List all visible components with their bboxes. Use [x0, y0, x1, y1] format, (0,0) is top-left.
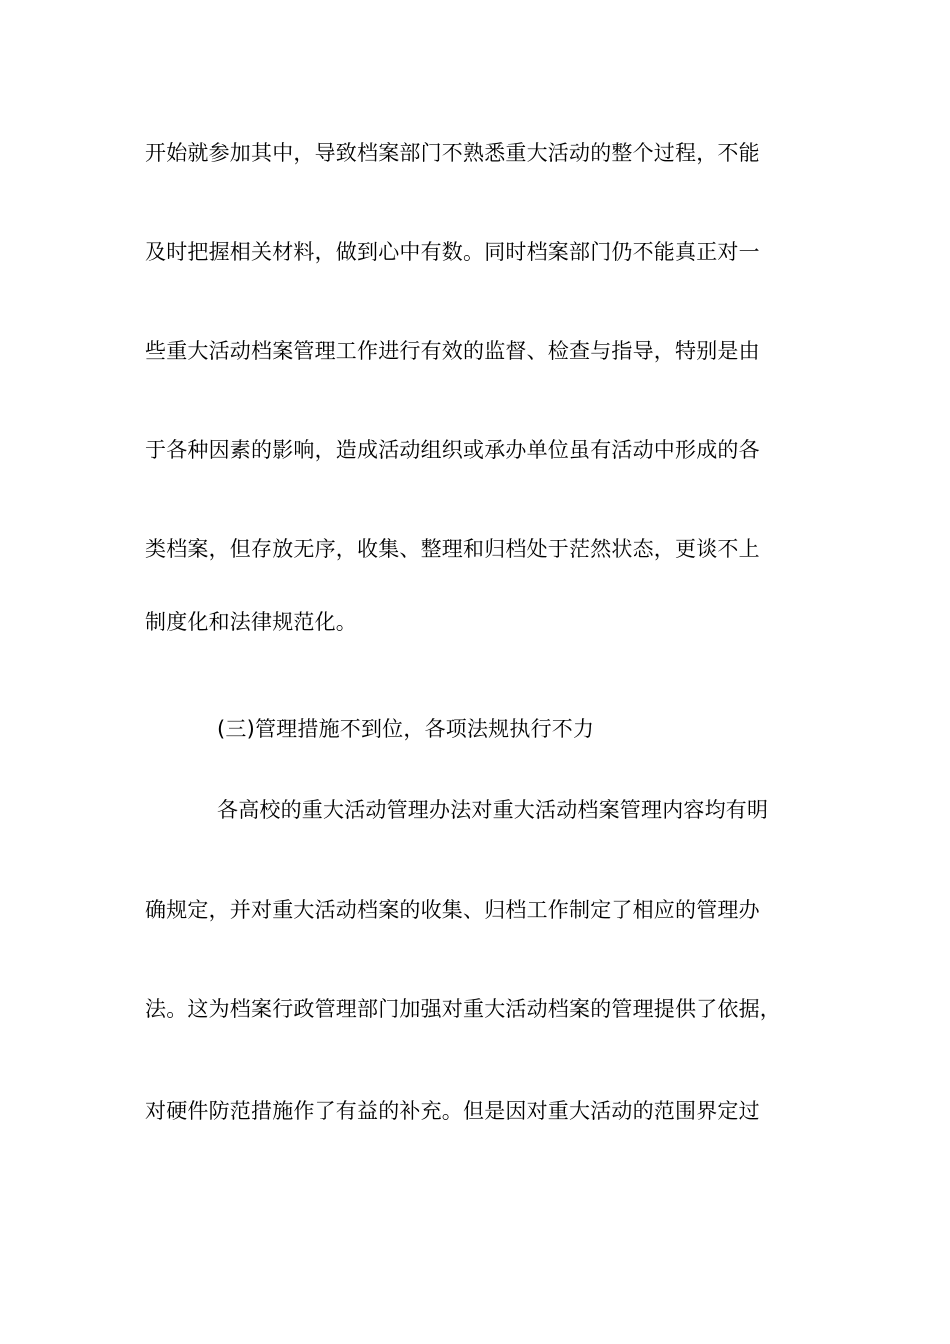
paragraph-line: 制度化和法律规范化。 [145, 610, 357, 634]
paragraph-line: 及时把握相关材料，做到心中有数。同时档案部门仍不能真正对一 [145, 240, 760, 264]
paragraph-line: 些重大活动档案管理工作进行有效的监督、检查与指导，特别是由 [145, 339, 760, 363]
paragraph-line: 对硬件防范措施作了有益的补充。但是因对重大活动的范围界定过 [145, 1099, 760, 1123]
paragraph-line: 于各种因素的影响，造成活动组织或承办单位虽有活动中形成的各 [145, 438, 760, 462]
paragraph-line: 类档案，但存放无序，收集、整理和归档处于茫然状态，更谈不上 [145, 537, 760, 561]
paragraph-line: 各高校的重大活动管理办法对重大活动档案管理内容均有明 [217, 798, 769, 822]
paragraph-line: 确规定，并对重大活动档案的收集、归档工作制定了相应的管理办 [145, 898, 760, 922]
paragraph-line: 法。这为档案行政管理部门加强对重大活动档案的管理提供了依据， [145, 997, 781, 1021]
section-heading: (三)管理措施不到位，各项法规执行不力 [217, 717, 595, 741]
paragraph-line: 开始就参加其中，导致档案部门不熟悉重大活动的整个过程，不能 [145, 141, 760, 165]
